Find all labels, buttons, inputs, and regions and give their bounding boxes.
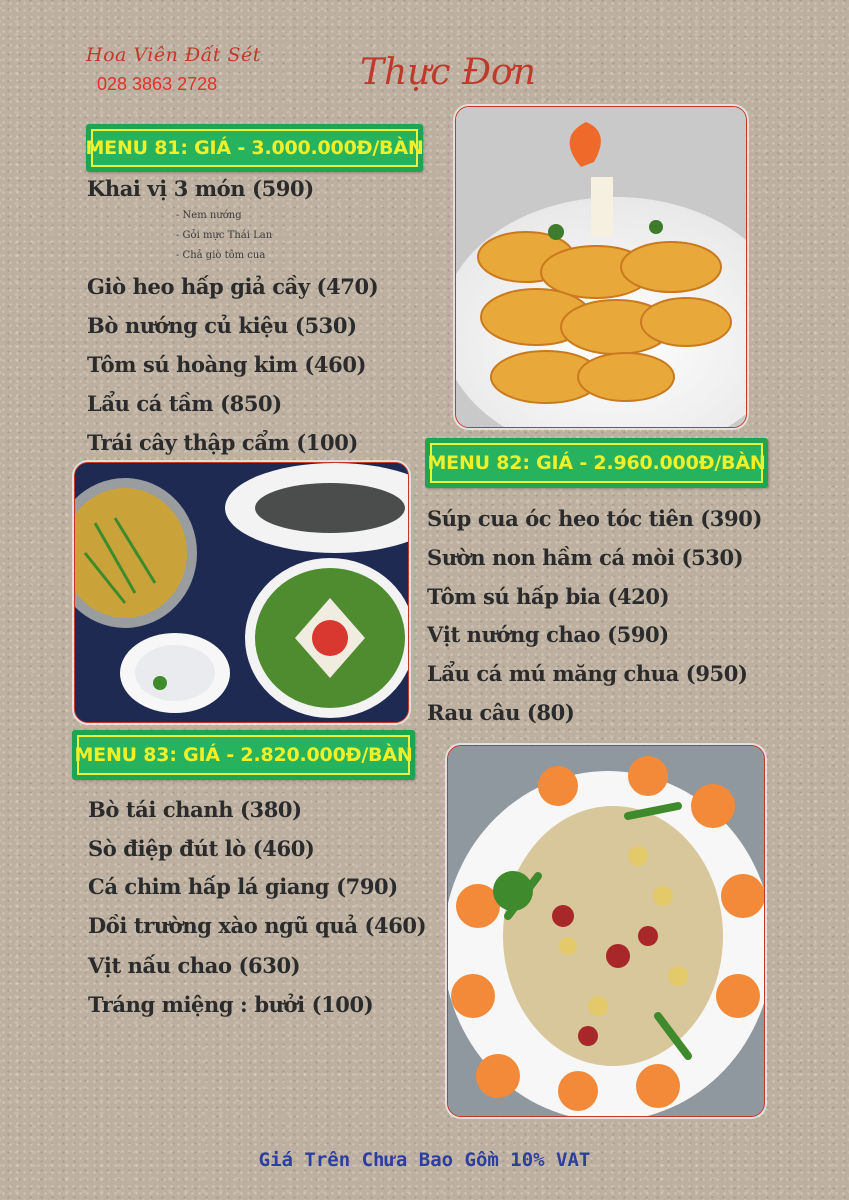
menu-83-badge [72, 730, 415, 780]
menu-82-dish: Lẩu cá mú măng chua (950) [427, 661, 748, 686]
menu-81-badge [86, 124, 423, 172]
prawn-dish-photo [455, 106, 747, 428]
menu-83-dish: Sò điệp đút lò (460) [88, 836, 315, 861]
menu-81-dish: Giò heo hấp giả cầy (470) [87, 274, 379, 299]
page-title: Thực Đơn [360, 52, 536, 93]
menu-81-sub-item: - Chả giò tôm cua [176, 250, 266, 261]
menu-82-dish: Súp cua óc heo tóc tiên (390) [427, 506, 762, 531]
menu-82-dish: Tôm sú hấp bia (420) [427, 584, 670, 609]
menu-81-dish: Tôm sú hoàng kim (460) [87, 352, 367, 377]
vat-note: Giá Trên Chưa Bao Gồm 10% VAT [258, 1149, 591, 1171]
menu-82-badge [425, 438, 768, 488]
phone-number: 028 3863 2728 [97, 74, 218, 94]
restaurant-logo: Hoa Viên Đất Sét [86, 44, 261, 66]
menu-81-dish: Lẩu cá tầm (850) [87, 391, 282, 416]
menu-83-dish: Cá chim hấp lá giang (790) [88, 874, 398, 899]
menu-81-sub-item: - Nem nướng [176, 210, 242, 221]
stir-fry-dish-photo [447, 745, 765, 1117]
menu-82-price: MENU 82: GIÁ - 2.960.000Đ/BÀN [430, 443, 763, 483]
menu-83-dish: Tráng miệng : bưởi (100) [88, 992, 374, 1017]
hotpot-dish-photo [74, 462, 409, 723]
menu-81-price: MENU 81: GIÁ - 3.000.000Đ/BÀN [91, 129, 418, 167]
menu-83-dish: Dồi trường xào ngũ quả (460) [88, 913, 427, 938]
menu-83-price: MENU 83: GIÁ - 2.820.000Đ/BÀN [77, 735, 410, 775]
menu-81-sub-item: - Gỏi mực Thái Lan [176, 230, 273, 241]
menu-82-dish: Vịt nướng chao (590) [427, 622, 669, 647]
menu-82-dish: Sườn non hầm cá mòi (530) [427, 545, 744, 570]
menu-81-dish: Khai vị 3 món (590) [87, 176, 314, 201]
menu-83-dish: Bò tái chanh (380) [88, 797, 302, 822]
menu-82-dish: Rau câu (80) [427, 700, 575, 725]
menu-81-dish: Bò nướng củ kiệu (530) [87, 313, 357, 338]
menu-81-dish: Trái cây thập cẩm (100) [87, 430, 358, 455]
menu-83-dish: Vịt nấu chao (630) [88, 953, 301, 978]
